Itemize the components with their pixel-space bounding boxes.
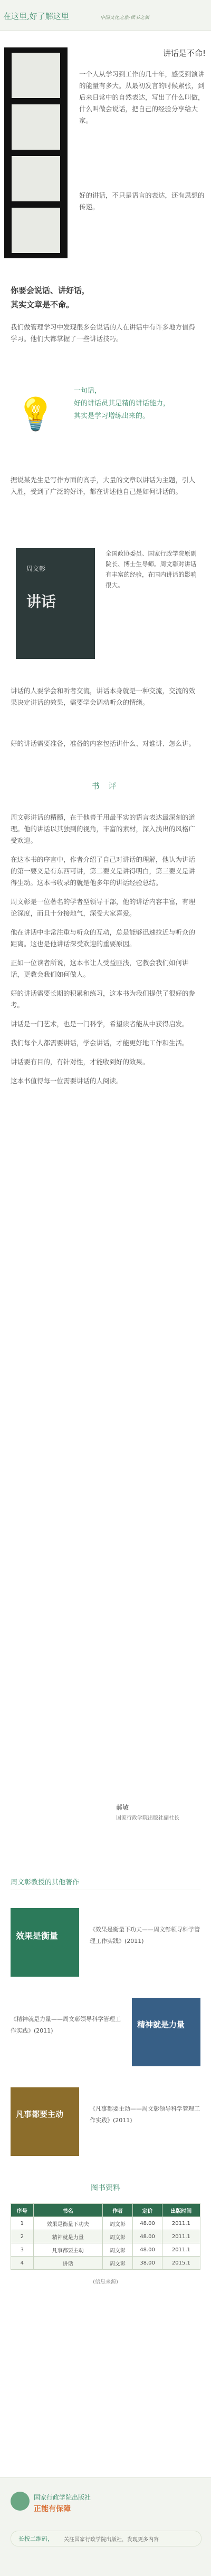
- section1-body: 我们做管理学习中发现很多会说话的人在讲话中有许多地方值得学习。他们大都掌握了一些讲话技巧。: [11, 323, 196, 343]
- table-cell: 2011.1: [162, 2230, 200, 2243]
- table-header-cell: 出版时间: [162, 2204, 200, 2217]
- review-paragraph: 好的讲话需要长期的积累和练习，这本书为我们提供了很好的参考。: [11, 989, 196, 1009]
- bulb-quote-line3: 其实是学习增练出来的。: [74, 412, 150, 420]
- review-paragraph: 周文彰讲话的精髓，在于他善于用最平实的语言表达最深刻的道理。他的讲话以其独到的视角，丰富的素材，深入浅出的风格广受欢迎。: [11, 813, 196, 844]
- table-cell: 精神就是力量: [33, 2230, 102, 2243]
- table-row: [11, 2230, 200, 2243]
- footer-slogan: 国家行政学院出版社: [34, 2494, 91, 2501]
- bulb-quote-line1: 一句话，: [74, 387, 102, 395]
- table-cell: 2015.1: [162, 2257, 200, 2270]
- book-title-label: 讲话: [26, 593, 56, 610]
- film-frame-2: [12, 104, 60, 150]
- top-quote: 讲话是不命!: [162, 48, 206, 58]
- review-section: [11, 812, 200, 1094]
- long-paragraph: 据说某先生是写作方面的高手，大量的文章以讲话为主题，引人入胜，受到了广泛的好评，都在讲述他自己是如何讲话的。: [11, 476, 196, 495]
- contact-text: 关注国家行政学院出版社，发现更多内容: [64, 2537, 159, 2543]
- film-strip: [4, 47, 68, 258]
- table-header-cell: 作者: [102, 2204, 132, 2217]
- section1-heading: [11, 285, 200, 310]
- table-cell: 1: [11, 2217, 34, 2230]
- film-frame-1: [12, 53, 60, 98]
- section1-heading-line2: 其实文章是不命。: [11, 300, 74, 309]
- header-title: 在这里,好了解这里: [3, 12, 69, 21]
- table-header-row: [11, 2204, 200, 2217]
- intro-paragraph: 一个人从学习到工作的几十年，感受到演讲的能量有多大。从最初发言的时候紧张，到后来日常中的自然表达，写出了什么叫做，什么叫做会说话，把自己的经验分享给大家。: [79, 70, 205, 124]
- table-cell: 周文彰: [102, 2217, 132, 2230]
- film-frame-4: [12, 208, 60, 253]
- table-note: (信息来源): [93, 2279, 118, 2285]
- table-cell: 讲话: [33, 2257, 102, 2270]
- table-row: [11, 2243, 200, 2257]
- review-paragraph: 讲话是一门艺术，也是一门科学，希望读者能从中获得启发。: [11, 1020, 189, 1028]
- more-book-desc-2: 《精神就是力量——周文彰领导科学管理工作实践》(2011): [11, 2016, 121, 2034]
- light-bulb-icon: 💡: [16, 396, 55, 433]
- table-cell: 3: [11, 2243, 34, 2257]
- table-cell: 48.00: [133, 2217, 162, 2230]
- table-cell: 效果是衡量下功夫: [33, 2217, 102, 2230]
- table-cell: 4: [11, 2257, 34, 2270]
- page-footer: [0, 2477, 211, 2576]
- review-paragraph: 在这本书的序言中，作者介绍了自己对讲话的理解，他认为讲话的第一要义是有东西可讲，第二要义是讲得明白，第三要义是讲得生动。这本书收录的就是他多年的讲话经验总结。: [11, 856, 196, 887]
- more-books-heading: 周文彰教授的其他著作: [11, 1877, 200, 1890]
- book-review-heading-block: [0, 780, 211, 791]
- review-paragraph: 我们每个人都需要讲话，学会讲话，才能更好地工作和生活。: [11, 1039, 189, 1047]
- contact-label: 长按二维码，: [18, 2535, 53, 2542]
- review-paragraph: 他在讲话中非常注重与听众的互动，总是能够迅速拉近与听众的距离。这也是他讲话深受欢迎的重要原因。: [11, 928, 196, 948]
- table-cell: 2011.1: [162, 2243, 200, 2257]
- table-cell: 周文彰: [102, 2243, 132, 2257]
- table-header-cell: 序号: [11, 2204, 34, 2217]
- section1-heading-line1: 你要会说话、讲好话，: [11, 286, 90, 295]
- more-book-cover-3: [11, 2087, 79, 2156]
- table-cell: 周文彰: [102, 2257, 132, 2270]
- bulb-quote-line2: 好的讲话员其是精的讲话能力，: [74, 400, 170, 407]
- table-cell: 2011.1: [162, 2217, 200, 2230]
- small-text-block: 好的讲话，不只是语言的表达，还有思想的传递。: [79, 191, 205, 211]
- more-book-desc-1: 《效果是衡量下功夫——周文彰领导科学管理工作实践》(2011): [90, 1926, 200, 1945]
- table-cell: 48.00: [133, 2243, 162, 2257]
- table-header-cell: 书名: [33, 2204, 102, 2217]
- book-cover-image: [16, 548, 95, 659]
- bulb-quote-block: [11, 380, 200, 453]
- more-book-cover-1: [11, 1908, 79, 1977]
- review-paragraph: 正如一位读者所说，这本书让人受益匪浅，它教会我们如何讲话，更教会我们如何做人。: [11, 959, 189, 978]
- para-after-book-2: 好的讲话需要准备，准备的内容包括讲什么、对谁讲、怎么讲。: [11, 740, 196, 747]
- contact-bar: [11, 2531, 202, 2546]
- table-header-cell: 定价: [133, 2204, 162, 2217]
- header-subtitle: 中国文化之旅·读书之旅: [100, 15, 149, 21]
- more-book-cover-title-1: 效果是衡量: [16, 1931, 59, 1941]
- table-cell: 周文彰: [102, 2230, 132, 2243]
- more-book-cover-title-3: 凡事都要主动: [16, 2110, 64, 2119]
- table-row: [11, 2257, 200, 2270]
- publisher-logo-icon: [11, 2492, 30, 2511]
- para-after-book: 讲话的人要学会和听者交流，讲话本身就是一种交流，交流的效果决定讲话的效果，需要学会调动听众的情绪。: [11, 687, 196, 706]
- signature: 郝敏: [116, 1804, 129, 1811]
- book-review-heading: 书 评: [91, 781, 120, 791]
- page-header: [0, 0, 211, 31]
- book-author-label: 周文彰: [26, 565, 46, 572]
- review-paragraph: 这本书值得每一位需要讲话的人阅读。: [11, 1077, 123, 1085]
- film-frame-3: [12, 156, 60, 201]
- table-cell: 凡事都要主动: [33, 2243, 102, 2257]
- more-book-cover-2: [132, 1998, 200, 2066]
- table-cell: 2: [11, 2230, 34, 2243]
- more-book-desc-3: 《凡事都要主动——周文彰领导科学管理工作实践》(2011): [90, 2105, 200, 2124]
- table-row: [11, 2217, 200, 2230]
- table-heading: 图书资料: [91, 2184, 120, 2192]
- table-cell: 48.00: [133, 2230, 162, 2243]
- signature-subtitle: 国家行政学院出版社副社长: [116, 1815, 179, 1821]
- review-paragraph: 周文彰是一位著名的学者型领导干部，他的讲话内容丰富，有理论深度，而且十分接地气，深受大家喜爱。: [11, 898, 196, 917]
- review-paragraph: 讲话要有目的，有针对性，才能收到好的效果。: [11, 1058, 149, 1066]
- book-side-text: 全国政协委员、国家行政学院原副院长、博士生导师。周文彰对讲话有丰富的经验，在国内讲话的影响很大。: [106, 550, 197, 589]
- more-books-heading-block: [11, 1877, 200, 1890]
- table-cell: 38.00: [133, 2257, 162, 2270]
- table-heading-block: [0, 2182, 211, 2193]
- footer-slogan-2: 正能有保障: [34, 2505, 71, 2513]
- more-book-cover-title-2: 精神就是力量: [137, 2020, 185, 2029]
- books-table: [11, 2203, 200, 2270]
